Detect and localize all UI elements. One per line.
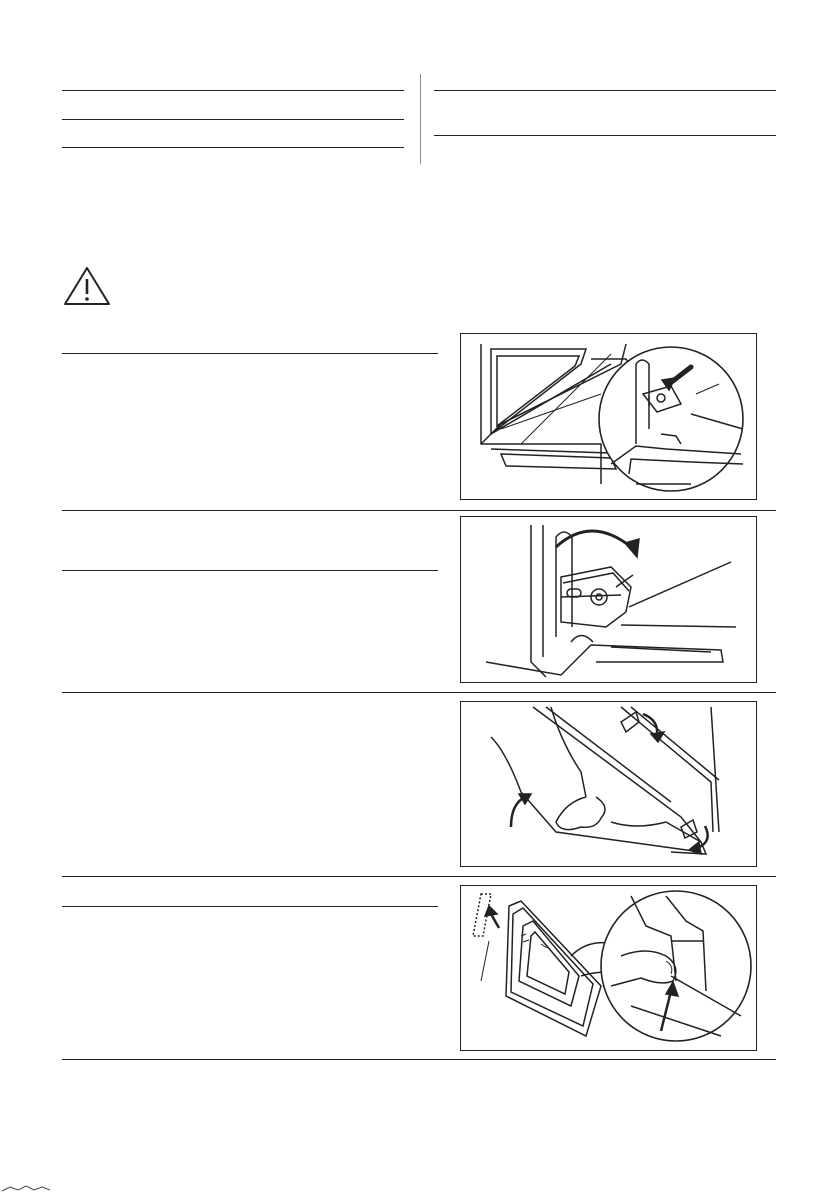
header-rule-left-3 [62,147,404,148]
step-4-rule-bottom [62,1059,776,1060]
step-4-rule-mid [62,906,438,907]
illustration-hinge-lever [460,516,757,683]
step-1-rule [62,353,438,354]
illustration-door-lift [460,701,757,867]
step-2-rule-mid [62,570,438,571]
header-rule-right-1 [434,90,776,91]
header-column-divider [420,74,421,164]
step-4-rule-top [62,876,776,877]
header-rule-left-2 [62,119,404,120]
step-3-rule [62,692,776,693]
warning-triangle-icon [62,265,112,307]
illustration-glass-panel [460,885,757,1051]
step-2-rule-top [62,510,776,511]
page-footer [0,1180,840,1192]
illustration-door-hinge [460,333,757,500]
header-rule-left-1 [62,90,404,91]
header-rule-right-2 [434,135,776,136]
